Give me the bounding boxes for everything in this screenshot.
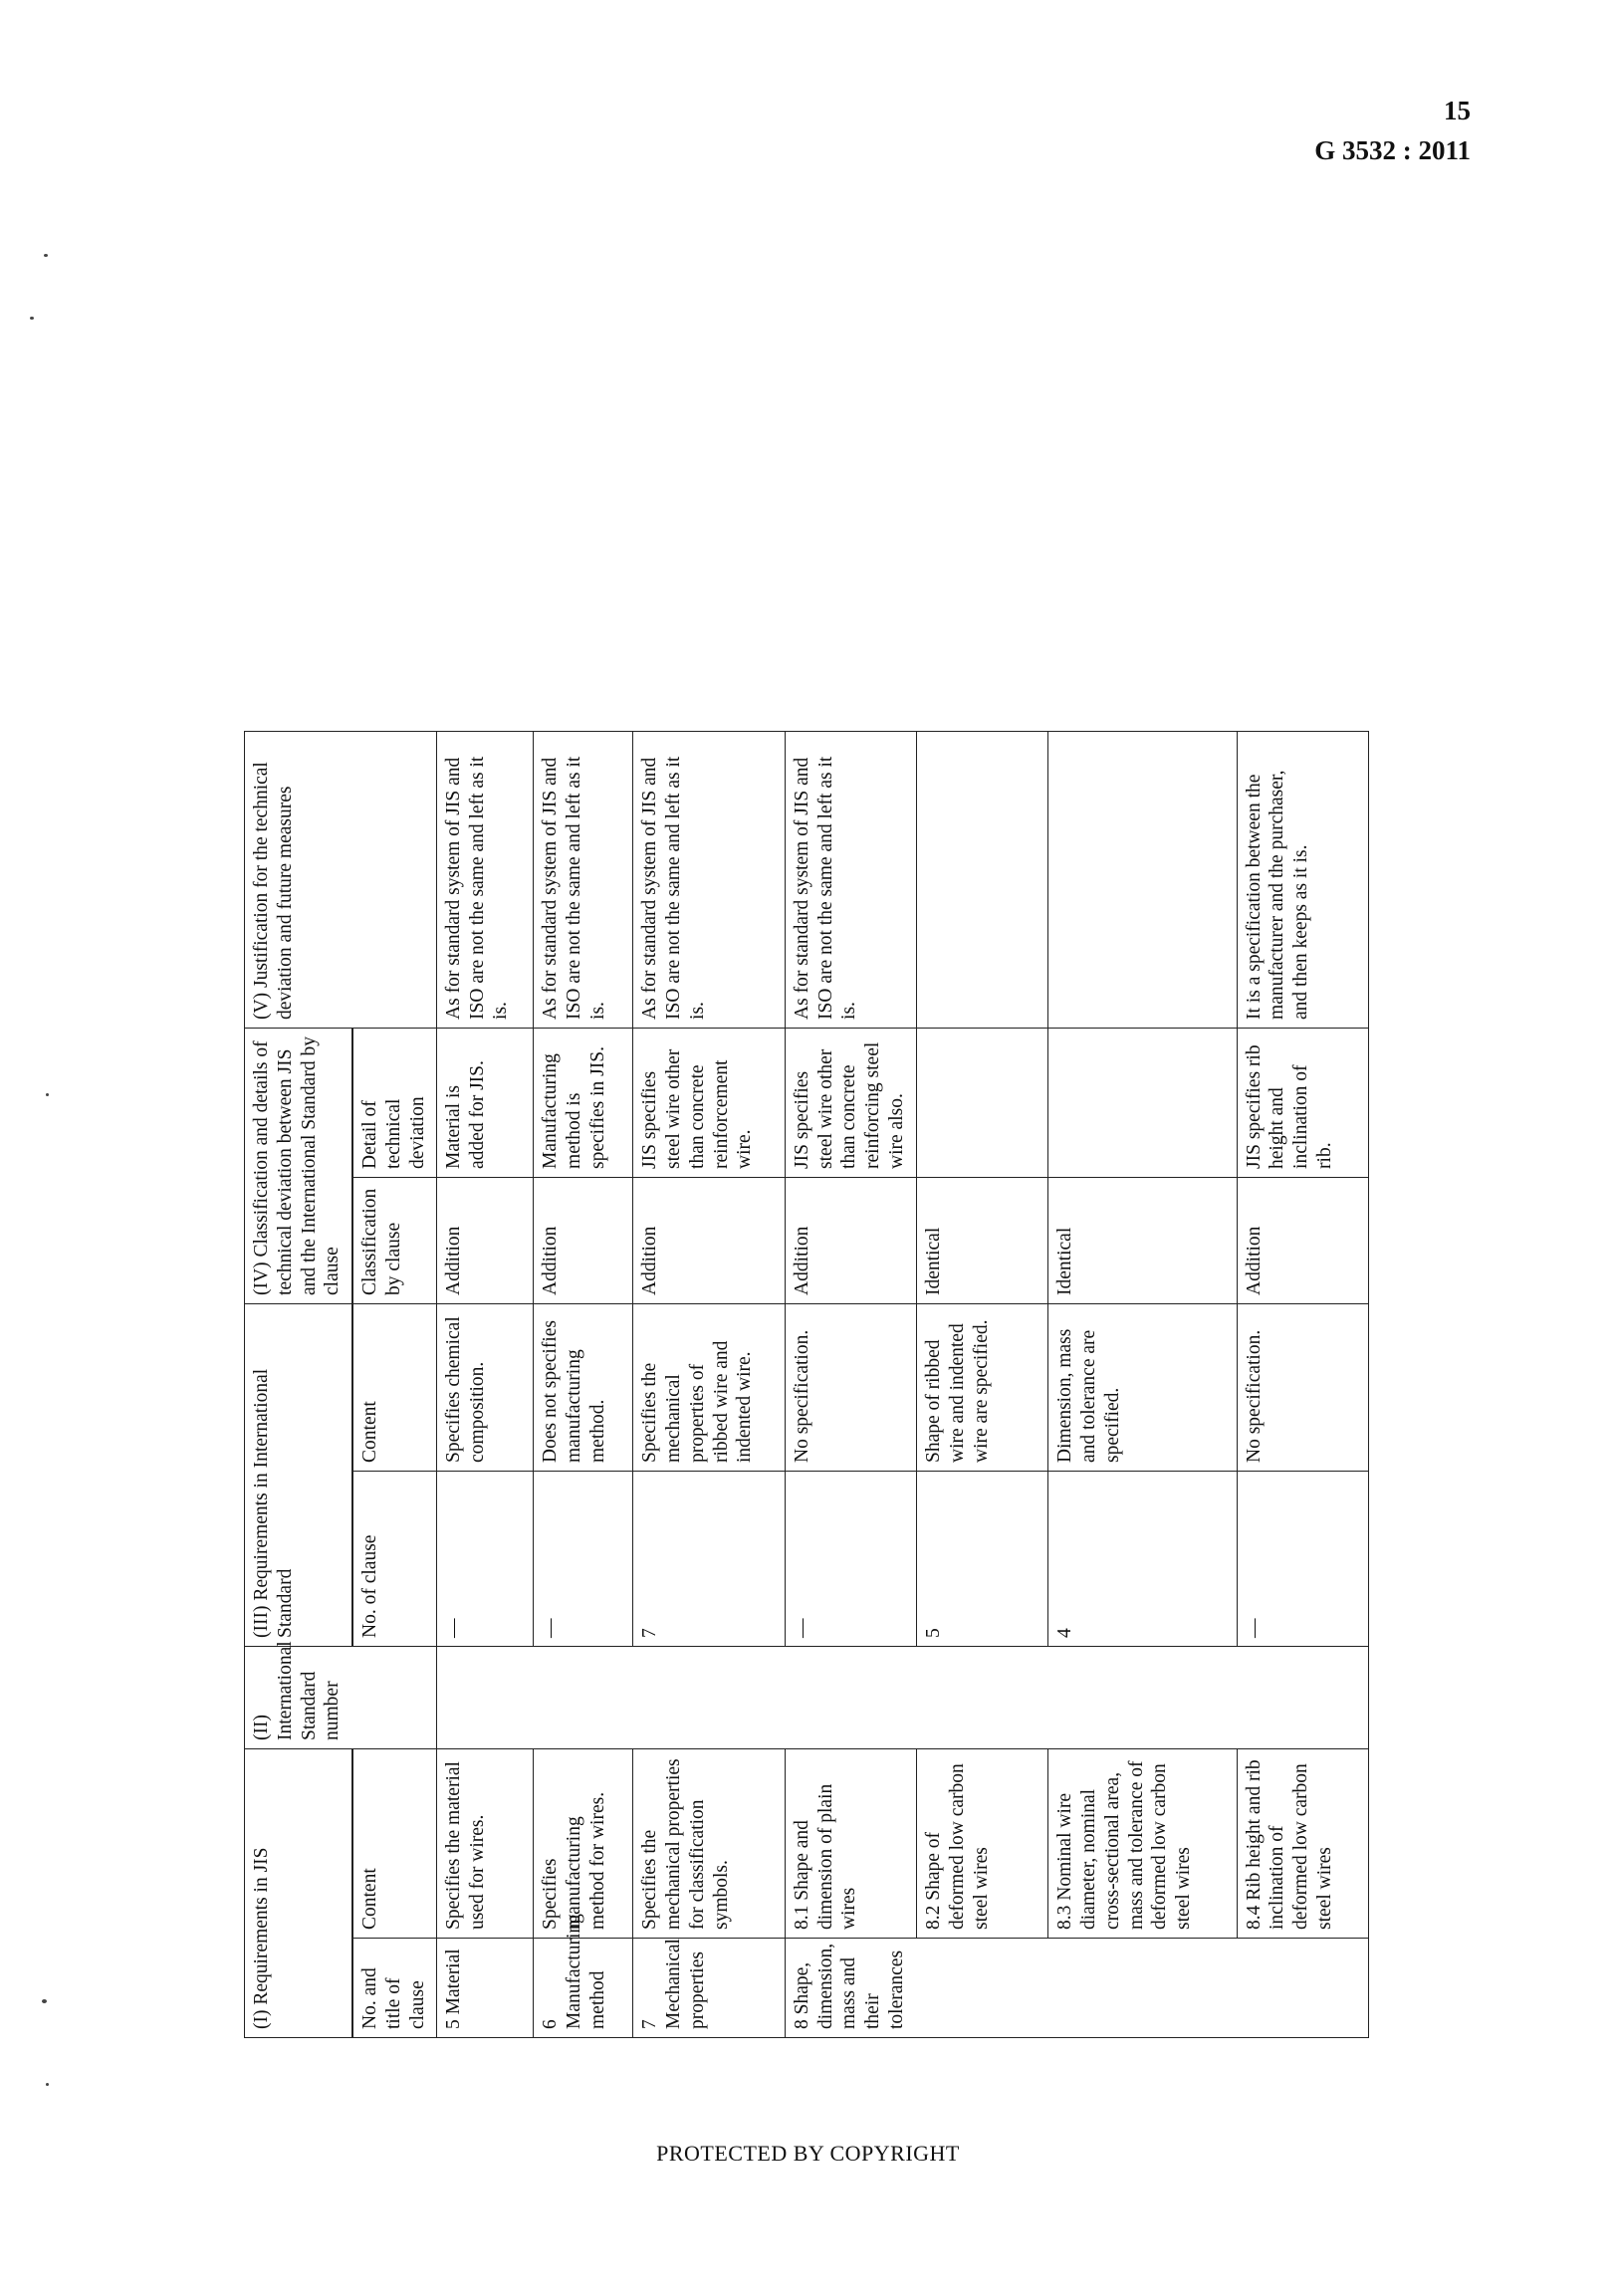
cell-intl-content: Does not specifies manufacturing method. bbox=[534, 1303, 633, 1471]
cell-jis-content: Specifies the mechanical properties for classification symbols. bbox=[633, 1748, 786, 1938]
table-row bbox=[534, 237, 633, 2037]
copyright-footer: PROTECTED BY COPYRIGHT bbox=[656, 2141, 960, 2166]
cell-jis-content: 8.1 Shape and dimension of plain wires bbox=[785, 1748, 916, 1938]
subheader-intl-content: Content bbox=[352, 1303, 436, 1471]
cell-justification bbox=[1048, 731, 1237, 1028]
cell-clause: 7 Mechanical properties bbox=[633, 1939, 786, 2038]
subheader-jis-content: Content bbox=[352, 1748, 436, 1938]
scan-speck bbox=[46, 2083, 49, 2086]
cell-detail: Manufacturing method is specifies in JIS. bbox=[534, 1028, 633, 1177]
cell-jis-content: 8.3 Nominal wire diameter, nominal cross-sectional area, mass and tolerance of deformed low carbon steel wires bbox=[1048, 1748, 1237, 1938]
cell-intl-clause: 5 bbox=[917, 1471, 1048, 1646]
scan-speck bbox=[30, 317, 34, 320]
subheader-no-clause: No. of clause bbox=[352, 1471, 436, 1646]
header-jis-requirements: (I) Requirements in JIS bbox=[245, 1748, 353, 2037]
header-intl-standard-number: (II) International Standard number bbox=[245, 1646, 437, 1748]
cell-classification: Addition bbox=[534, 1177, 633, 1303]
cell-detail bbox=[917, 1028, 1048, 1177]
subheader-detail-deviation: Detail of technical deviation bbox=[352, 1028, 436, 1177]
cell-classification: Addition bbox=[785, 1177, 916, 1303]
table-row bbox=[785, 237, 916, 2037]
cell-classification: Addition bbox=[633, 1177, 786, 1303]
cell-clause: 5 Material bbox=[436, 1939, 534, 2038]
cell-classification: Addition bbox=[1237, 1177, 1368, 1303]
cell-justification: As for standard system of JIS and ISO are not the same and left as it is. bbox=[534, 731, 633, 1028]
cell-detail: JIS specifies steel wire other than concrete reinforcement wire. bbox=[633, 1028, 786, 1177]
deviation-table bbox=[244, 237, 1369, 2038]
cell-intl-clause: — bbox=[436, 1471, 534, 1646]
cell-classification: Addition bbox=[436, 1177, 534, 1303]
cell-detail: JIS specifies rib height and inclination of rib. bbox=[1237, 1028, 1368, 1177]
cell-jis-content: 8.2 Shape of deformed low carbon steel wires bbox=[917, 1748, 1048, 1938]
scan-speck bbox=[46, 1093, 49, 1096]
cell-justification: It is a specification between the manufacturer and the purchaser, and then keeps as it is. bbox=[1237, 731, 1368, 1028]
cell-justification bbox=[917, 731, 1048, 1028]
table-row bbox=[917, 237, 1048, 2037]
cell-intl-content: Shape of ribbed wire and indented wire are specified. bbox=[917, 1303, 1048, 1471]
cell-jis-content: 8.4 Rib height and rib inclination of deformed low carbon steel wires bbox=[1237, 1748, 1368, 1938]
standard-code: G 3532 : 2011 bbox=[1314, 135, 1471, 165]
cell-intl-content: No specification. bbox=[1237, 1303, 1368, 1471]
cell-intl-number bbox=[436, 1646, 1368, 1748]
header-justification: (V) Justification for the technical deviation and future measures bbox=[245, 731, 437, 1028]
cell-clause: 8 Shape, dimension, mass and their tolerances bbox=[785, 1939, 1368, 2038]
cell-intl-content: No specification. bbox=[785, 1303, 916, 1471]
cell-jis-content: Specifies manufacturing method for wires. bbox=[534, 1748, 633, 1938]
cell-intl-clause: 7 bbox=[633, 1471, 786, 1646]
cell-intl-content: Specifies the mechanical properties of ribbed wire and indented wire. bbox=[633, 1303, 786, 1471]
cell-intl-clause: — bbox=[1237, 1471, 1368, 1646]
cell-intl-clause: — bbox=[534, 1471, 633, 1646]
table-row bbox=[1237, 237, 1368, 2037]
cell-detail: JIS specifies steel wire other than concrete reinforcing steel wire also. bbox=[785, 1028, 916, 1177]
subheader-no-title: No. and title of clause bbox=[352, 1939, 436, 2038]
page-number: 15 bbox=[1444, 96, 1471, 125]
cell-detail: Material is added for JIS. bbox=[436, 1028, 534, 1177]
cell-intl-content: Dimension, mass and tolerance are specified. bbox=[1048, 1303, 1237, 1471]
table-row bbox=[1048, 237, 1237, 2037]
cell-clause: 6 Manufacturing method bbox=[534, 1939, 633, 2038]
header-classification: (IV) Classification and details of technical deviation between JIS and the International Standard by clause bbox=[245, 1028, 353, 1303]
cell-jis-content: Specifies the material used for wires. bbox=[436, 1748, 534, 1938]
header-intl-requirements: (III) Requirements in International Standard bbox=[245, 1303, 353, 1646]
cell-intl-clause: — bbox=[785, 1471, 916, 1646]
cell-justification: As for standard system of JIS and ISO are not the same and left as it is. bbox=[785, 731, 916, 1028]
cell-intl-clause: 4 bbox=[1048, 1471, 1237, 1646]
table-row bbox=[633, 237, 786, 2037]
cell-detail bbox=[1048, 1028, 1237, 1177]
scan-speck bbox=[44, 254, 48, 257]
table-row bbox=[436, 237, 534, 2037]
rotated-table-container bbox=[244, 238, 1369, 2038]
scan-speck bbox=[42, 1999, 47, 2003]
cell-intl-content: Specifies chemical composition. bbox=[436, 1303, 534, 1471]
cell-justification: As for standard system of JIS and ISO are not the same and left as it is. bbox=[436, 731, 534, 1028]
cell-classification: Identical bbox=[1048, 1177, 1237, 1303]
subheader-class-by-clause: Classification by clause bbox=[352, 1177, 436, 1303]
cell-justification: As for standard system of JIS and ISO are not the same and left as it is. bbox=[633, 731, 786, 1028]
cell-classification: Identical bbox=[917, 1177, 1048, 1303]
